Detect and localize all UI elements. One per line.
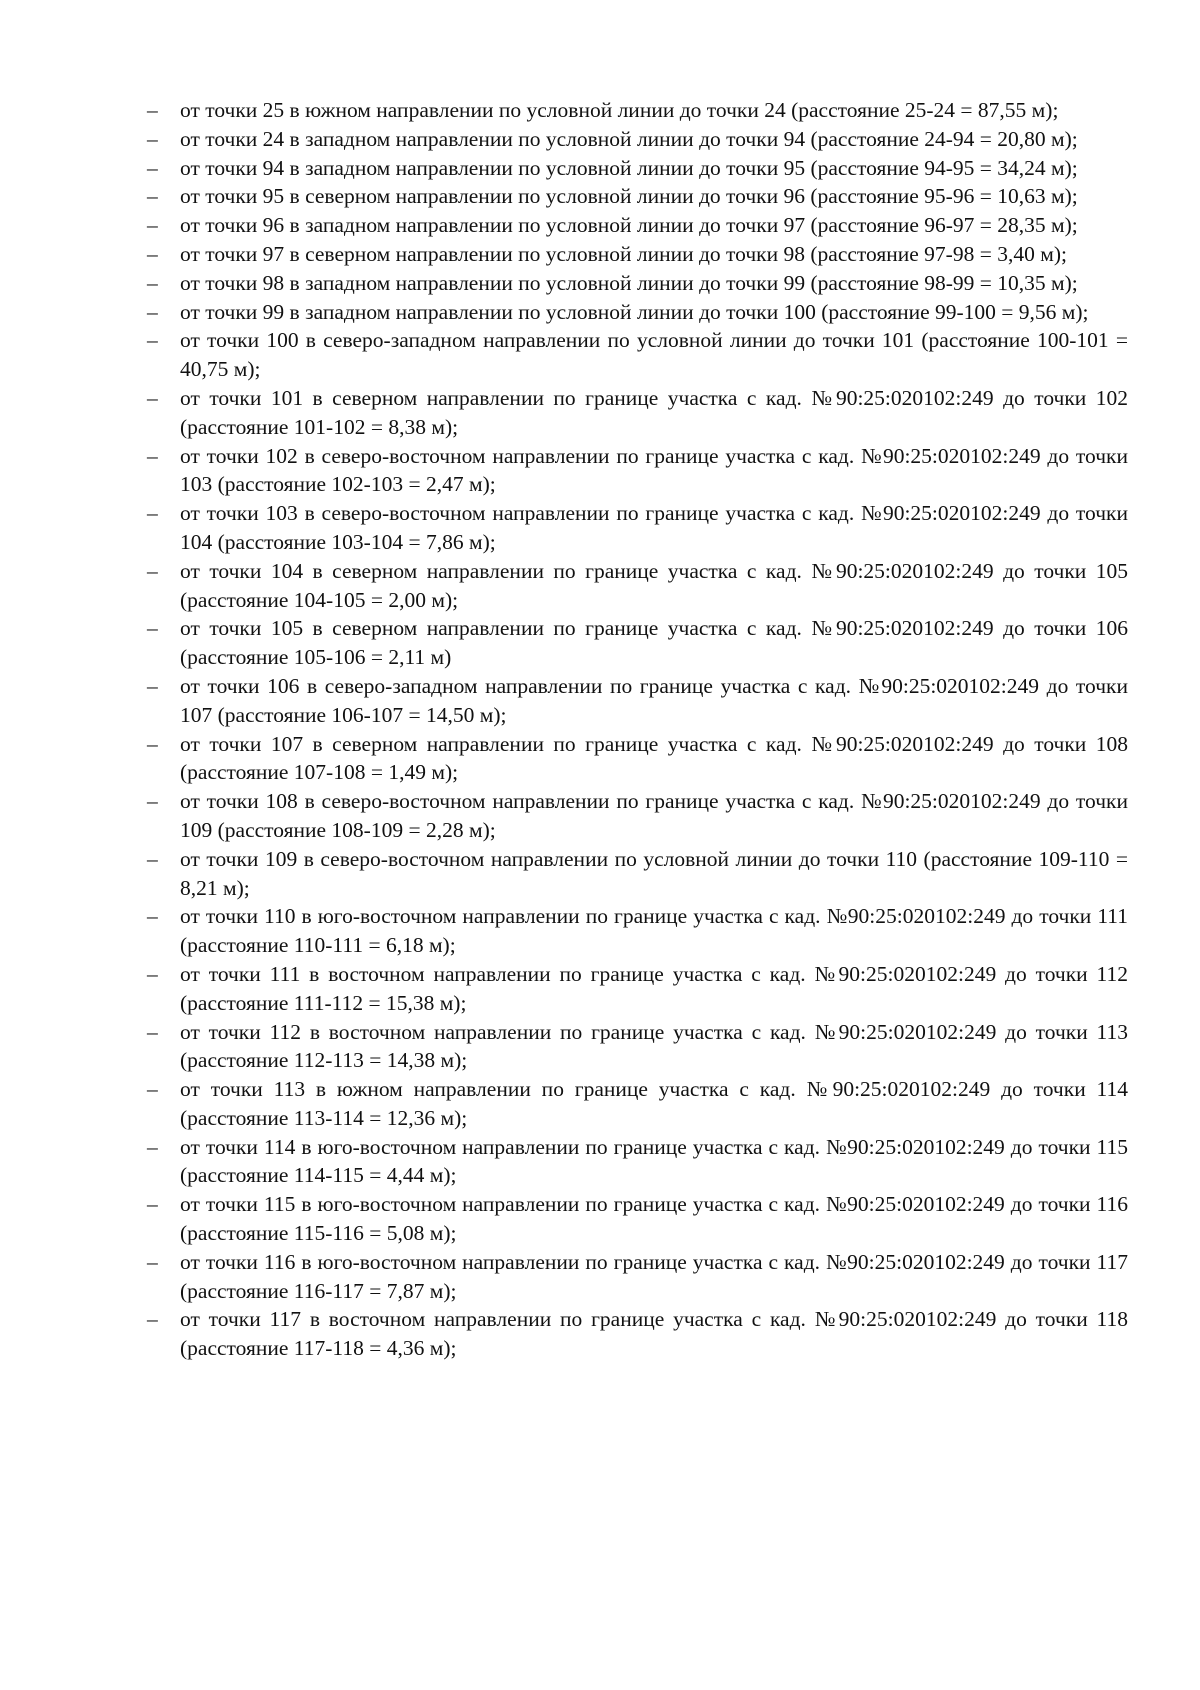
bullet-dash: – [147, 385, 158, 410]
list-item [147, 298, 1128, 327]
list-item-text: от точки 100 в северо-западном направлении по условной линии до точки 101 (расстояние 100-101 = 40,75 м); [180, 328, 1128, 382]
list-item [147, 902, 1128, 960]
list-item-text: от точки 104 в северном направлении по границе участка с кад. №90:25:020102:249 до точки 105 (расстояние 104-105 = 2,00 м); [180, 558, 1128, 612]
list-item-text: от точки 113 в южном направлении по границе участка с кад. №90:25:020102:249 до точки 114 (расстояние 113-114 = 12,36 м); [180, 1077, 1128, 1130]
bullet-dash: – [147, 846, 158, 871]
list-item-text: от точки 108 в северо-восточном направлении по границе участка с кад. №90:25:020102:249 до точки 109 (расстояние 108-109 = 2,28 м); [180, 789, 1128, 842]
bullet-dash: – [147, 789, 158, 814]
list-item-text: от точки 117 в восточном направлении по границе участка с кад. №90:25:020102:249 до точки 118 (расстояние 117-118 = 4,36 м); [180, 1307, 1128, 1361]
list-item-text: от точки 114 в юго-восточном направлении по границе участка с кад. №90:25:020102:249 до точки 115 (расстояние 114-115 = 4,44 м); [180, 1134, 1128, 1188]
list-item [147, 1190, 1128, 1248]
bullet-dash: – [147, 558, 158, 583]
list-item [147, 384, 1128, 442]
bullet-dash: – [147, 98, 158, 122]
bullet-dash: – [147, 1134, 158, 1159]
list-item-text: от точки 103 в северо-восточном направлении по границе участка с кад. №90:25:020102:249 до точки 104 (расстояние 103-104 = 7,86 м); [180, 501, 1128, 554]
bullet-dash: – [147, 299, 158, 324]
list-item [147, 672, 1128, 730]
list-item [147, 1305, 1128, 1363]
bullet-dash: – [147, 501, 158, 526]
list-item [147, 125, 1128, 154]
bullet-dash: – [147, 241, 158, 266]
bullet-dash: – [147, 1307, 158, 1332]
list-item-text: от точки 24 в западном направлении по условной линии до точки 94 (расстояние 24-94 = 20,80 м); [180, 126, 1078, 151]
list-item [147, 960, 1128, 1018]
list-item [147, 182, 1128, 211]
list-item-text: от точки 96 в западном направлении по условной линии до точки 97 (расстояние 96-97 = 28,35 м); [180, 213, 1078, 238]
list-item [147, 499, 1128, 557]
list-item-text: от точки 94 в западном направлении по условной линии до точки 95 (расстояние 94-95 = 34,24 м); [180, 155, 1078, 180]
bullet-dash: – [147, 904, 158, 929]
bullet-dash: – [147, 1249, 158, 1274]
list-item-text: от точки 109 в северо-восточном направлении по условной линии до точки 110 (расстояние 109-110 = 8,21 м); [180, 846, 1128, 900]
list-item [147, 1075, 1128, 1133]
list-item-text: от точки 25 в южном направлении по условной линии до точки 24 (расстояние 25-24 = 87,55 м); [180, 98, 1059, 122]
bullet-dash: – [147, 673, 158, 698]
list-item-text: от точки 106 в северо-западном направлении по границе участка с кад. №90:25:020102:249 до точки 107 (расстояние 106-107 = 14,50 м); [180, 673, 1128, 727]
list-item [147, 269, 1128, 298]
bullet-dash: – [147, 213, 158, 238]
bullet-dash: – [147, 961, 158, 986]
list-item [147, 1018, 1128, 1076]
list-item-text: от точки 97 в северном направлении по условной линии до точки 98 (расстояние 97-98 = 3,40 м); [180, 241, 1067, 266]
bullet-dash: – [147, 126, 158, 151]
list-item [147, 557, 1128, 615]
bullet-dash: – [147, 1077, 158, 1102]
bullet-dash: – [147, 270, 158, 295]
list-item [147, 96, 1128, 125]
list-item-text: от точки 105 в северном направлении по границе участка с кад. №90:25:020102:249 до точки 106 (расстояние 105-106 = 2,11 м) [180, 616, 1128, 670]
bullet-dash: – [147, 155, 158, 180]
list-item-text: от точки 110 в юго-восточном направлении по границе участка с кад. №90:25:020102:249 до точки 111 (расстояние 110-111 = 6,18 м); [180, 904, 1128, 958]
bullet-dash: – [147, 1019, 158, 1044]
list-item [147, 154, 1128, 183]
list-item [147, 326, 1128, 384]
bullet-dash: – [147, 1192, 158, 1217]
list-item [147, 614, 1128, 672]
list-item-text: от точки 102 в северо-восточном направлении по границе участка с кад. №90:25:020102:249 до точки 103 (расстояние 102-103 = 2,47 м); [180, 443, 1128, 497]
bullet-dash: – [147, 616, 158, 641]
boundary-description-list [147, 96, 1128, 1363]
list-item [147, 787, 1128, 845]
list-item-text: от точки 99 в западном направлении по условной линии до точки 100 (расстояние 99-100 = 9,56 м); [180, 299, 1089, 324]
list-item-text: от точки 115 в юго-восточном направлении по границе участка с кад. №90:25:020102:249 до точки 116 (расстояние 115-116 = 5,08 м); [180, 1192, 1128, 1246]
list-item-text: от точки 101 в северном направлении по границе участка с кад. №90:25:020102:249 до точки 102 (расстояние 101-102 = 8,38 м); [180, 385, 1128, 439]
bullet-dash: – [147, 184, 158, 209]
list-item-text: от точки 107 в северном направлении по границе участка с кад. №90:25:020102:249 до точки 108 (расстояние 107-108 = 1,49 м); [180, 731, 1128, 785]
list-item [147, 240, 1128, 269]
bullet-dash: – [147, 443, 158, 468]
list-item [147, 442, 1128, 500]
list-item-text: от точки 112 в восточном направлении по границе участка с кад. №90:25:020102:249 до точки 113 (расстояние 112-113 = 14,38 м); [180, 1019, 1128, 1073]
list-item [147, 211, 1128, 240]
list-item [147, 845, 1128, 903]
bullet-dash: – [147, 731, 158, 756]
list-item [147, 730, 1128, 788]
list-item-text: от точки 116 в юго-восточном направлении по границе участка с кад. №90:25:020102:249 до точки 117 (расстояние 116-117 = 7,87 м); [180, 1249, 1128, 1303]
list-item-text: от точки 98 в западном направлении по условной линии до точки 99 (расстояние 98-99 = 10,35 м); [180, 270, 1078, 295]
list-item-text: от точки 111 в восточном направлении по границе участка с кад. №90:25:020102:249 до точки 112 (расстояние 111-112 = 15,38 м); [180, 961, 1128, 1015]
bullet-dash: – [147, 328, 158, 353]
list-item [147, 1133, 1128, 1191]
list-item [147, 1248, 1128, 1306]
list-item-text: от точки 95 в северном направлении по условной линии до точки 96 (расстояние 95-96 = 10,63 м); [180, 184, 1078, 209]
